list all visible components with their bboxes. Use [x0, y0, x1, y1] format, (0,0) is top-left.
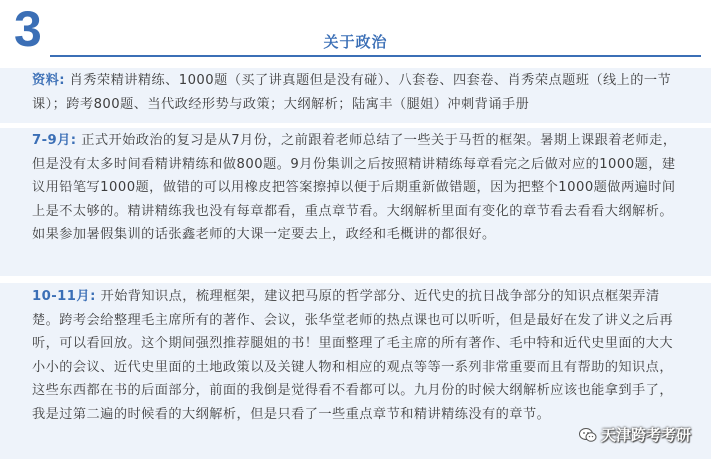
- oct-nov-paragraph: [32, 285, 682, 426]
- materials-paragraph: [32, 69, 682, 116]
- jul-sep-text: 正式开始政治的复习是从7月份，之前跟着老师总结了一些关于马哲的框架。暑期上课跟着老师走，但是没有太多时间看精讲精练和做800题。9月份集训之后按照精讲精练每章看完之后做对应的1000题，建议用铅笔写1000题，做错的可以用橡皮把答案擦掉以便于后期重新做错题，因为把整个1000题做两遍时间上是不太够的。精讲精练我也没有每章都看，重点章节看。大纲解析里面有变化的章节看去看看大纲解析。如果参加暑假集训的话张鑫老师的大课一定要去上，政经和毛概讲的都很好。: [32, 133, 677, 242]
- section-title: 关于政治: [323, 33, 388, 51]
- oct-nov-label: 10-11月:: [32, 289, 96, 304]
- watermark-text: 天津跨考考研: [600, 426, 691, 444]
- section-header: [0, 0, 711, 60]
- oct-nov-text: 开始背知识点，梳理框架，建议把马原的哲学部分、近代史的抗日战争部分的知识点框架弄清楚。跨考会给整理毛主席所有的著作、会议，张华堂老师的热点课也可以听听，但是最好在发了讲义之后再听，可以看回放。这个期间强烈推荐腿姐的书！里面整理了毛主席的所有著作、毛中特和近代史里面的大大小小的会议、近代史里面的土地政策以及关键人物和相应的观点等等一系列非常重要而且有帮助的知识点，这些东西都在书的后面部分，前面的我倒是觉得看不看都可以。九月份的时候大纲解析应该也能拿到手了，我是过第二遍的时候看的大纲解析，但是只看了一些重点章节和精讲精练没有的章节。: [32, 289, 673, 422]
- header-divider: [50, 55, 701, 57]
- jul-sep-paragraph: [32, 129, 682, 247]
- watermark: [579, 424, 691, 445]
- wechat-icon: [579, 427, 597, 443]
- materials-label: 资料:: [32, 73, 65, 88]
- jul-sep-label: 7-9月:: [32, 133, 77, 148]
- section-number: 3: [14, 1, 42, 57]
- materials-text: 肖秀荣精讲精练、1000题（买了讲真题但是没有碰）、八套卷、四套卷、肖秀荣点题班（线上的一节课）；跨考800题、当代政经形势与政策；大纲解析；陆寓丰（腿姐）冲刺背诵手册: [32, 73, 672, 112]
